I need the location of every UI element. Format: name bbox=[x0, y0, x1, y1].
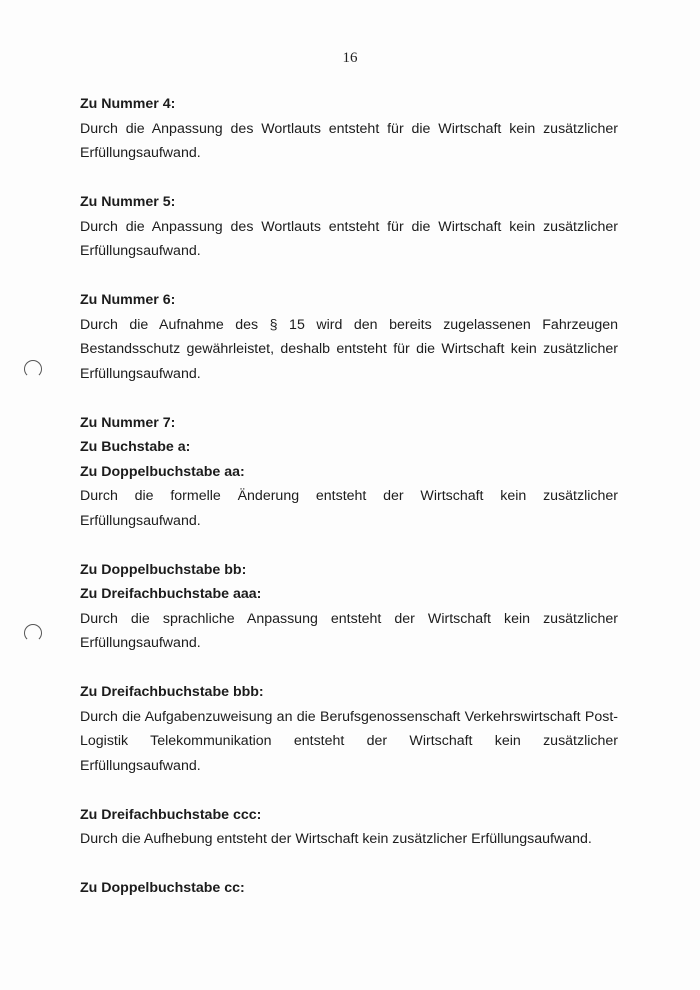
section-heading: Zu Doppelbuchstabe cc: bbox=[80, 880, 245, 896]
section-text: Durch die Aufgabenzuweisung an die Berufsgenossenschaft Verkehrswirtschaft Post-Logistik Telekommunikation entsteht der Wirtschaft kein zusätzlicher Erfüllungsaufwand. bbox=[80, 708, 618, 774]
page-number: 16 bbox=[342, 50, 358, 66]
section-heading: Zu Nummer 5: bbox=[80, 194, 176, 210]
section-text: Durch die formelle Änderung entsteht der Wirtschaft kein zusätzlicher Erfüllungsaufwand. bbox=[80, 488, 618, 529]
punch-hole-mark bbox=[24, 624, 42, 642]
section-text: Durch die Aufnahme des § 15 wird den bereits zugelassenen Fahrzeugen Bestandsschutz gewährleistet, deshalb entsteht für die Wirtschaft kein zusätzlicher Erfüllungsaufwand. bbox=[80, 316, 618, 382]
section-heading: Zu Nummer 6: bbox=[80, 292, 176, 308]
section-text: Durch die sprachliche Anpassung entsteht der Wirtschaft kein zusätzlicher Erfüllungsaufwand. bbox=[80, 610, 618, 651]
section-subheading: Zu Doppelbuchstabe aa: bbox=[80, 463, 245, 480]
section-subheading: Zu Dreifachbuchstabe aaa: bbox=[80, 586, 262, 602]
section-heading: Zu Dreifachbuchstabe bbb: bbox=[80, 684, 264, 700]
section-text: Durch die Anpassung des Wortlauts entsteht für die Wirtschaft kein zusätzlicher Erfüllungsaufwand. bbox=[80, 218, 618, 259]
punch-hole-mark bbox=[24, 360, 42, 378]
document-body bbox=[80, 92, 618, 901]
section-heading: Zu Nummer 7: bbox=[80, 414, 176, 431]
section-subheading: Zu Buchstabe a: bbox=[80, 439, 191, 455]
section-heading: Zu Doppelbuchstabe bb: bbox=[80, 561, 247, 578]
section-text: Durch die Anpassung des Wortlauts entsteht für die Wirtschaft kein zusätzlicher Erfüllungsaufwand. bbox=[80, 120, 618, 161]
section-text: Durch die Aufhebung entsteht der Wirtschaft kein zusätzlicher Erfüllungsaufwand. bbox=[80, 831, 592, 847]
section-heading: Zu Nummer 4: bbox=[80, 96, 176, 112]
section-heading: Zu Dreifachbuchstabe ccc: bbox=[80, 806, 262, 823]
